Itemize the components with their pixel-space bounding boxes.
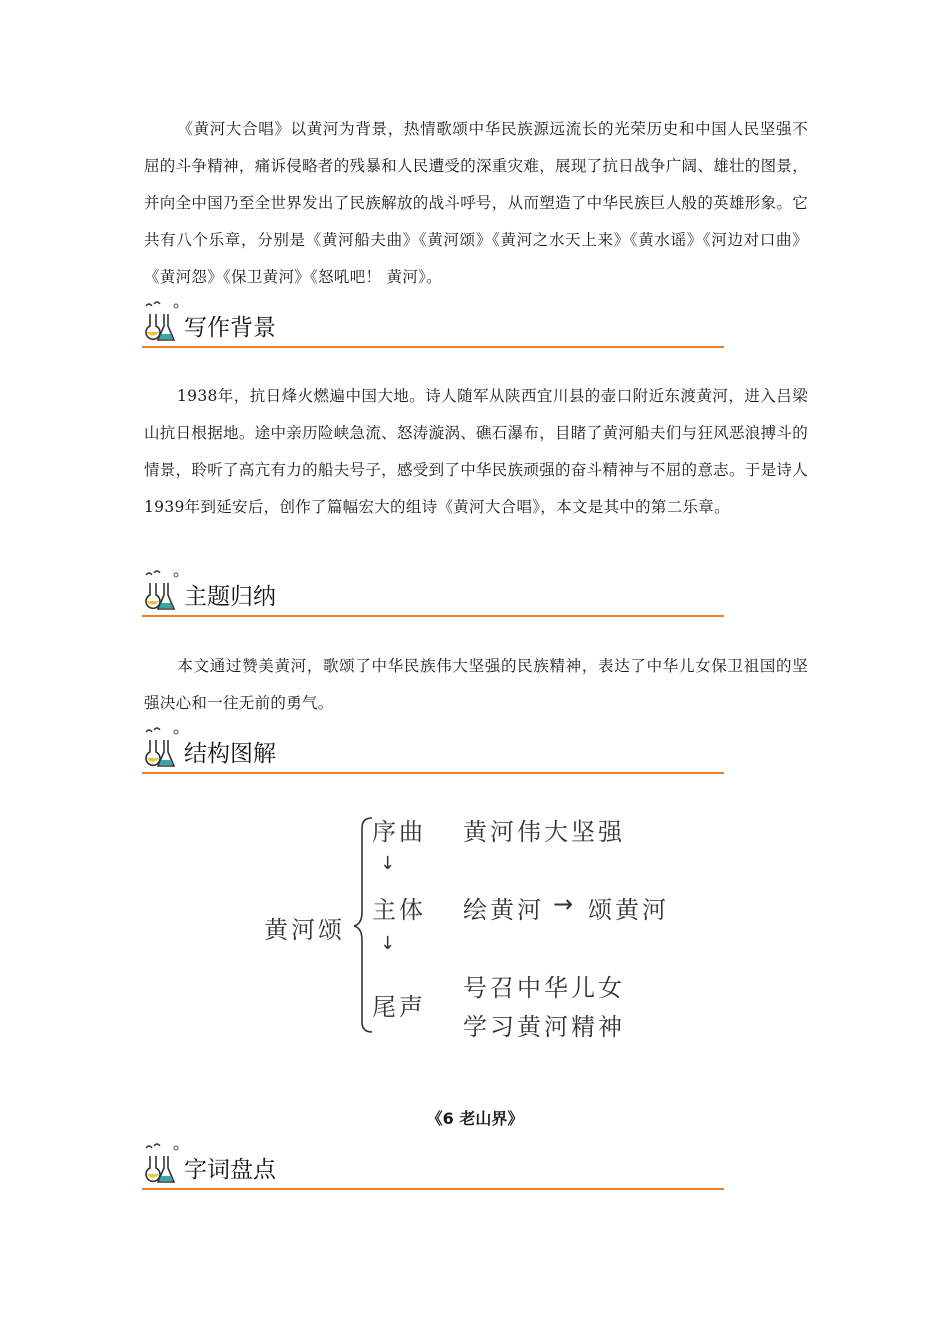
down-arrow: ↓ — [380, 853, 396, 874]
diagram-root: 黄河颂 — [264, 916, 345, 944]
section-title: 结构图解 — [184, 741, 276, 767]
section-header-structure — [142, 726, 724, 774]
flask-icon — [142, 569, 180, 613]
background-paragraph — [144, 378, 808, 526]
diagram-content-prelude: 黄河伟大坚强 — [463, 818, 625, 846]
section-title: 字词盘点 — [184, 1157, 276, 1183]
intro-paragraph — [144, 111, 808, 296]
diagram-content-main-a: 绘黄河 — [463, 896, 544, 924]
section-header-vocab — [142, 1142, 724, 1190]
flask-icon — [142, 300, 180, 344]
down-arrow: ↓ — [380, 933, 396, 954]
diagram-main-arrow: → — [553, 890, 574, 918]
section-title: 写作背景 — [184, 315, 276, 341]
theme-paragraph — [144, 648, 808, 722]
section-divider — [142, 772, 724, 774]
lesson-title: 《6 老山界》 — [426, 1109, 524, 1128]
section-title: 主题归纳 — [184, 584, 276, 610]
section-header-background — [142, 300, 724, 348]
flask-icon — [142, 1142, 180, 1186]
diagram-label-coda: 尾声 — [372, 993, 426, 1021]
section-divider — [142, 1188, 724, 1190]
diagram-content-coda-1: 号召中华儿女 — [463, 974, 625, 1002]
intro-text: 《黄河大合唱》以黄河为背景，热情歌颂中华民族源远流长的光荣历史和中国人民坚强不屈的斗争精神，痛诉侵略者的残暴和人民遭受的深重灾难，展现了抗日战争广阔、雄壮的图景，并向全中国乃至全世界发出了民族解放的战斗呼号，从而塑造了中华民族巨人般的英雄形象。它共有八个乐章，分别是《黄河船夫曲》《黄河颂》《黄河之水天上来》《黄水谣》《河边对口曲》《黄河怨》《保卫黄河》《怒吼吧！ 黄河》。 — [144, 120, 808, 286]
flask-icon — [142, 726, 180, 770]
diagram-content-main-b: 颂黄河 — [588, 896, 669, 924]
diagram-label-prelude: 序曲 — [372, 818, 426, 846]
diagram-label-main: 主体 — [372, 896, 426, 924]
section-header-theme — [142, 569, 724, 617]
theme-text: 本文通过赞美黄河，歌颂了中华民族伟大坚强的民族精神，表达了中华儿女保卫祖国的坚强决心和一往无前的勇气。 — [144, 657, 808, 712]
diagram-content-coda-2: 学习黄河精神 — [463, 1013, 625, 1041]
section-divider — [142, 615, 724, 617]
background-text: 1938年，抗日烽火燃遍中国大地。诗人随军从陕西宜川县的壶口附近东渡黄河，进入吕梁山抗日根据地。途中亲历险峡急流、怒涛漩涡、礁石瀑布，目睹了黄河船夫们与狂风恶浪搏斗的情景，聆听了高亢有力的船夫号子，感受到了中华民族顽强的奋斗精神与不屈的意志。于是诗人 1939年到延安后，创作了篇幅宏大的组诗《黄河大合唱》，本文是其中的第二乐章。 — [144, 387, 808, 516]
section-divider — [142, 346, 724, 348]
